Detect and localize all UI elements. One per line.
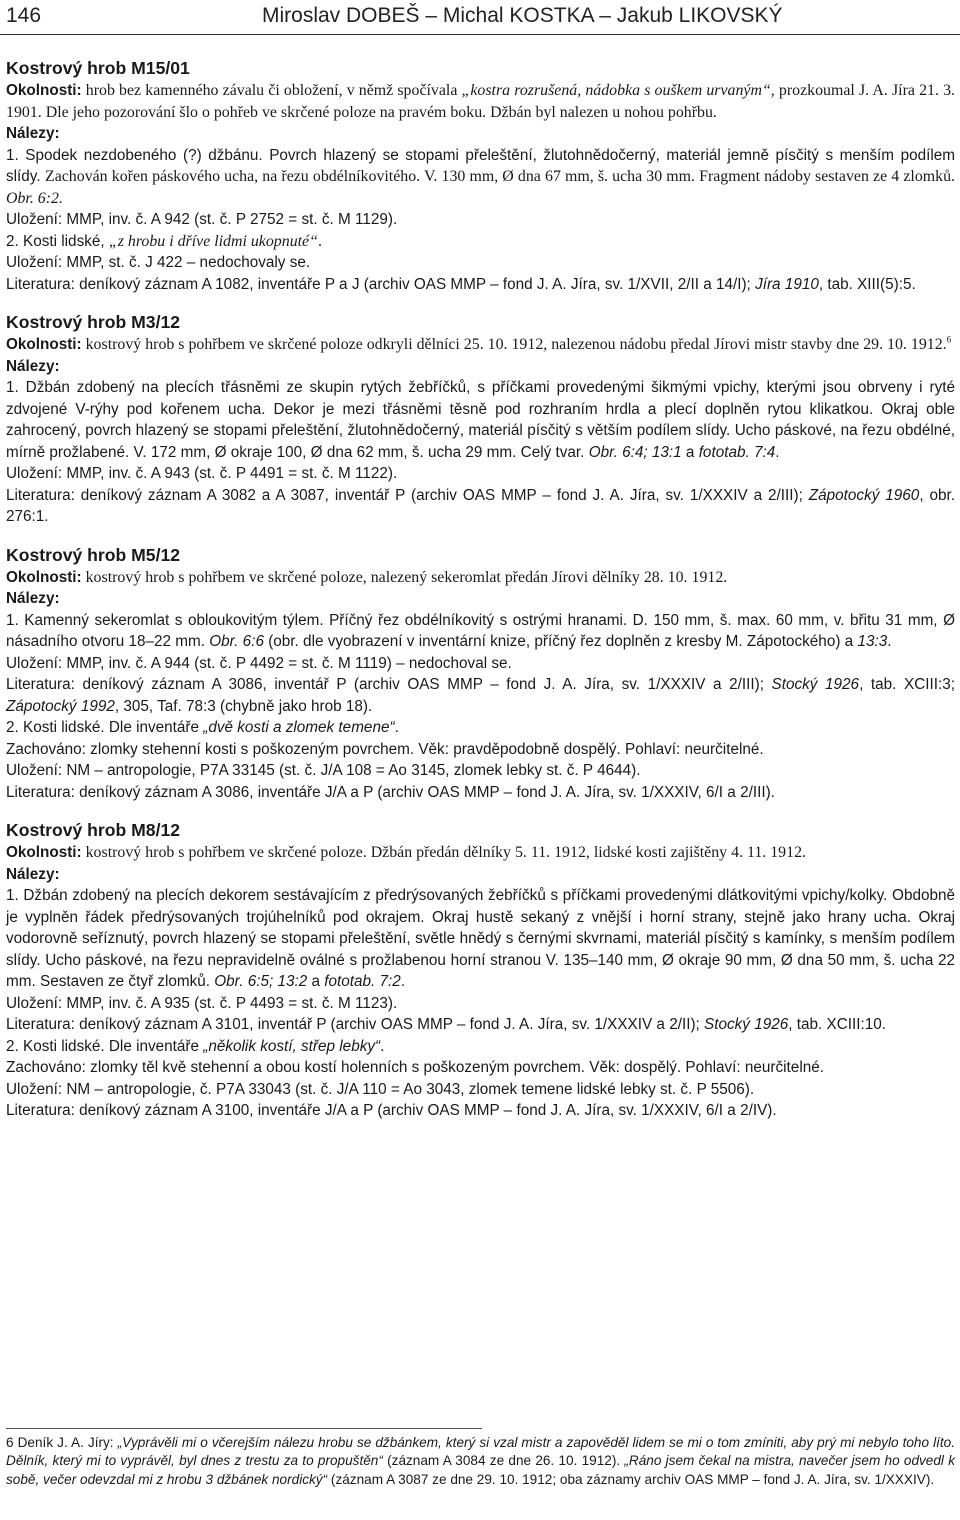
find-1-text-2: (obr. dle vyobrazení v inventární knize, příčný řez doplněn z kresby M. Zápotockého) a (263, 633, 858, 650)
literatura-end: , 305, Taf. 78:3 (chybně jako hrob 18). (114, 697, 373, 715)
find-1-end: . (775, 443, 780, 461)
find-2-quote: „několik kostí, střep lebky“ (203, 1037, 381, 1055)
find-1-intro: 1. Spodek nezdobeného (?) džbánu. (6, 146, 270, 164)
footnote (6, 1434, 955, 1489)
okolnosti-label: Okolnosti: (6, 336, 82, 353)
find-1-end: . (400, 973, 406, 990)
find-2-end: . (394, 719, 399, 736)
footnote-text: Deník J. A. Jíry: (13, 1435, 118, 1450)
okolnosti-label: Okolnosti: (6, 568, 82, 586)
zachovano: Zachováno: zlomky stehenní kosti s poškozeným povrchem. Věk: pravděpodobně dospělý. Pohlaví: neurčitelné. (6, 740, 764, 758)
okolnosti-text: hrob bez kamenného závalu či obložení, v němž spočívala (81, 82, 462, 99)
zachovano: Zachováno: zlomky těl kvě stehenní a obou kostí holenních s poškozeným povrchem. Věk: dospělý. Pohlaví: neurčitelné. (6, 1059, 824, 1076)
literatura-text-2: , tab. XCIII:3; (859, 676, 955, 693)
find-1 (6, 145, 955, 210)
find-2 (6, 717, 955, 739)
find-1-surface: Povrch hlazený se stopami přeleštění, žlutohnědočerný, materiál jemně písčitý s menším podílem slídy. (6, 146, 955, 185)
find-2-end: . (317, 232, 322, 250)
ulozeni-2: Uložení: NM – antropologie, č. P7A 33043 (st. č. J/A 110 = Ao 3043, zlomek temene lidské lebky st. č. P 5506). (6, 1080, 755, 1098)
okolnosti-label: Okolnosti: (6, 82, 82, 99)
ulozeni-1: Uložení: MMP, inv. č. A 935 (st. č. P 4493 = st. č. M 1123). (6, 994, 398, 1012)
find-2 (6, 231, 955, 253)
literatura-end: , tab. XCIII:10. (788, 1016, 887, 1033)
find-1-figure-ref: Obr. 6:5; 13:2 (214, 973, 308, 990)
okolnosti-text: kostrový hrob s pohřbem ve skrčené poloze odkryli dělníci 25. 10. 1912, nalezenou nádobu předal Jírovi mistr stavby dne 29. 10. 1912. (81, 336, 947, 353)
section-title: Kostrový hrob M8/12 (6, 820, 181, 840)
section-title: Kostrový hrob M15/01 (6, 58, 190, 78)
ulozeni-2: Uložení: NM – antropologie, P7A 33145 (st. č. J/A 108 = Ao 3145, zlomek lebky st. č. P 4644). (6, 762, 641, 779)
literatura-end: , obr. 276:1. (6, 486, 956, 525)
literatura-1 (6, 1014, 955, 1036)
footnote-text-2: (záznam A 3084 ze dne 26. 10. 1912). (382, 1453, 625, 1469)
find-1-figure-ref: Obr. 6:4; 13:1 (588, 443, 682, 461)
nalezy-label: Nálezy: (6, 590, 60, 607)
literatura-text: Literatura: deníkový záznam A 3101, inventář P (archiv OAS MMP – fond J. A. Jíra, sv. 1/XXXIV a 2/II); (6, 1016, 705, 1033)
nalezy-label: Nálezy: (6, 865, 60, 883)
footnote-quote-1: „Vyprávěli mi o včerejším nálezu hrobu se džbánkem, který si vzal mistr a zapověděl lidem se mi o tom zmíniti, aby prý mi nebylo toho líto. Dělník, který mi to vyprávěl, byl dnes z trestu za to propuštěn“ (6, 1435, 955, 1469)
find-1-figure-ref: Obr. 6:6 (209, 633, 264, 650)
literatura-ref-1: Stocký 1926 (771, 676, 860, 693)
find-1-text: 1. Kamenný sekeromlat s obloukovitým týlem. Příčný řez obdélníkovitý s ostrými hranami. D. 150 mm, š. max. 60 mm, v. břitu 31 mm, Ø násadního otvoru 18–22 mm. (6, 611, 955, 650)
ulozeni-1: Uložení: MMP, inv. č. A 942 (st. č. P 2752 = st. č. M 1129). (6, 211, 398, 228)
literatura-ref: Zápotocký 1960 (808, 486, 920, 504)
find-1 (6, 885, 955, 993)
find-2-intro: 2. Kosti lidské. Dle inventáře (6, 719, 204, 736)
literatura-1 (6, 674, 955, 717)
find-1-end: . (887, 633, 892, 650)
header-rule (0, 34, 960, 35)
section-grave-m8-12 (6, 818, 955, 1122)
literatura-text: Literatura: deníkový záznam A 3086, inventář P (archiv OAS MMP – fond J. A. Jíra, sv. 1/XXXIV a 2/III); (6, 676, 772, 693)
ulozeni-1: Uložení: MMP, inv. č. A 944 (st. č. P 4492 = st. č. M 1119) – nedochoval se. (6, 654, 512, 672)
literatura-text: Literatura: deníkový záznam A 3082 a A 3087, inventář P (archiv OAS MMP – fond J. A. Jíra, sv. 1/XXXIV a 2/III); (6, 486, 809, 504)
literatura-2: Literatura: deníkový záznam A 3100, inventáře J/A a P (archiv OAS MMP – fond J. A. Jíra, sv. 1/XXXIV, 6/I a 2/IV). (6, 1102, 777, 1119)
footnote-quote-2: „Ráno jsem čekal na mistra, navečer jsem ho odvedl k sobě, večer odevzdal mi z hrobu 3 džbánek nordický“ (6, 1453, 955, 1487)
okolnosti-text: kostrový hrob s pohřbem ve skrčené poloze, nalezený sekeromlat předán Jírovi dělníky 28. 10. 1912. (81, 568, 728, 586)
header-authors: Miroslav DOBEŠ – Michal KOSTKA – Jakub LIKOVSKÝ (262, 4, 783, 27)
section-title: Kostrový hrob M3/12 (6, 312, 181, 332)
find-2 (6, 1036, 955, 1058)
literatura-text: Literatura: deníkový záznam A 1082, inventáře P a J (archiv OAS MMP – fond J. A. Jíra, sv. 1/XVII, 2/II a 14/I); (6, 275, 756, 293)
section-grave-m15-01 (6, 56, 955, 295)
footnote-rule (6, 1428, 482, 1429)
ulozeni-2: Uložení: MMP, st. č. J 422 – nedochovaly se. (6, 254, 311, 271)
find-2-intro: 2. Kosti lidské, (6, 232, 109, 250)
okolnosti-paragraph (6, 842, 955, 864)
find-2-end: . (380, 1037, 385, 1055)
okolnosti-quote: „kostra rozrušená, nádobka s ouškem urvaným“ (461, 82, 771, 99)
okolnosti-paragraph (6, 80, 955, 123)
find-1-and: a (681, 443, 699, 461)
okolnosti-paragraph (6, 334, 955, 356)
okolnosti-text: kostrový hrob s pohřbem ve skrčené poloze. Džbán předán dělníky 5. 11. 1912, lidské kosti zajištěny 4. 11. 1912. (81, 844, 806, 861)
literatura-ref-2: Zápotocký 1992 (6, 697, 115, 715)
footnote-ref: 6 (946, 334, 952, 345)
find-2-intro: 2. Kosti lidské. Dle inventáře (6, 1037, 204, 1055)
nalezy-label: Nálezy: (6, 357, 60, 375)
find-1-figure-ref: Obr. 6:2. (6, 189, 63, 207)
nalezy-label: Nálezy: (6, 125, 60, 142)
ulozeni: Uložení: MMP, inv. č. A 943 (st. č. P 4491 = st. č. M 1122). (6, 465, 398, 482)
find-1 (6, 610, 955, 653)
literatura-2: Literatura: deníkový záznam A 3086, inventáře J/A a P (archiv OAS MMP – fond J. A. Jíra, sv. 1/XXXIV, 6/I a 2/III). (6, 783, 775, 801)
find-1-photo-ref: fototab. 7:2 (324, 973, 401, 990)
find-1-photo-ref: fototab. 7:4 (698, 443, 776, 461)
find-1-figure-ref-2: 13:3 (857, 633, 888, 650)
okolnosti-paragraph (6, 567, 955, 589)
find-1-text: 1. Džbán zdobený na plecích třásněmi ze skupin rytých žebříčků, s příčkami provedenými šikmými vpichy, kterými jsou obrveny i ryté zdvojené V-rýhy pod kořenem ucha. Dekor je mezi třásněmi těsně pod rozhraním hrdla a plecí doplněn rytou klikatkou. Okraj oble zahrocený, povrch hlazený se stopami přeleštění, žlutohnědočerný, materiál písčitý s větším podílem slídy. Ucho páskové, na řezu obdélné, mírně prožlabené. V. 172 mm, Ø okraje 100, Ø dna 62 mm, š. ucha 29 mm. Celý tvar. (6, 379, 955, 461)
footnote-text-3: (záznam A 3087 ze dne 29. 10. 1912; oba záznamy archiv OAS MMP – fond J. A. Jíra, sv. 1/XXXIV). (327, 1471, 935, 1487)
section-title: Kostrový hrob M5/12 (6, 544, 181, 565)
article-body (6, 56, 955, 1122)
section-grave-m5-12 (6, 543, 955, 804)
literatura-end: , tab. XIII(5):5. (818, 275, 916, 293)
running-header (0, 0, 960, 36)
find-1 (6, 377, 955, 463)
find-2-quote: „z hrobu i dříve lidmi ukopnuté“ (108, 232, 318, 250)
literatura (6, 274, 955, 296)
find-2-quote: „dvě kosti a zlomek temene“ (203, 719, 395, 736)
okolnosti-text-end: , prozkoumal J. A. Jíra 21. 3. 1901. Dle jeho pozorování šlo o pohřeb ve skrčené poloze na pravém boku. Džbán byl nalezen u nohou pohřbu. (6, 82, 956, 121)
find-1-details: Zachován kořen páskového ucha, na řezu obdélníkovitého. V. 130 mm, Ø dna 67 mm, š. ucha 30 mm. Fragment nádoby sestaven ze 4 zlomků. (44, 168, 955, 185)
find-1-text: 1. Džbán zdobený na plecích dekorem sestávajícím z předrýsovaných žebříčků s příčkami provedenými dlátkovitými vpichy/kolky. Obdobně je vyplněn řádek předrýsovaných trojúhelníků pod okrajem. Okraj hustě sekaný z vnější i horní strany, stejně jako hrany ucha. Okraj vodorovně seříznutý, povrch hlazený se stopami přeleštění, světle hnědý s černými skvrnami, materiál písčitý s kamínky, s menším podílem slídy. Ucho páskové, na řezu nepravidelně oválné s prožlabenou horní stranou V. 135–140 mm, Ø okraje 90 mm, Ø dna 50 mm, š. ucha 22 mm. Sestaven ze čtyř zlomků. (6, 887, 955, 990)
page-number: 146 (6, 4, 42, 27)
footnote-number: 6 (6, 1435, 14, 1450)
section-grave-m3-12 (6, 310, 955, 528)
literatura-ref: Stocký 1926 (704, 1016, 789, 1033)
find-1-and: a (307, 973, 325, 990)
okolnosti-label: Okolnosti: (6, 844, 82, 861)
literatura-ref: Jíra 1910 (755, 275, 819, 293)
literatura (6, 485, 955, 528)
